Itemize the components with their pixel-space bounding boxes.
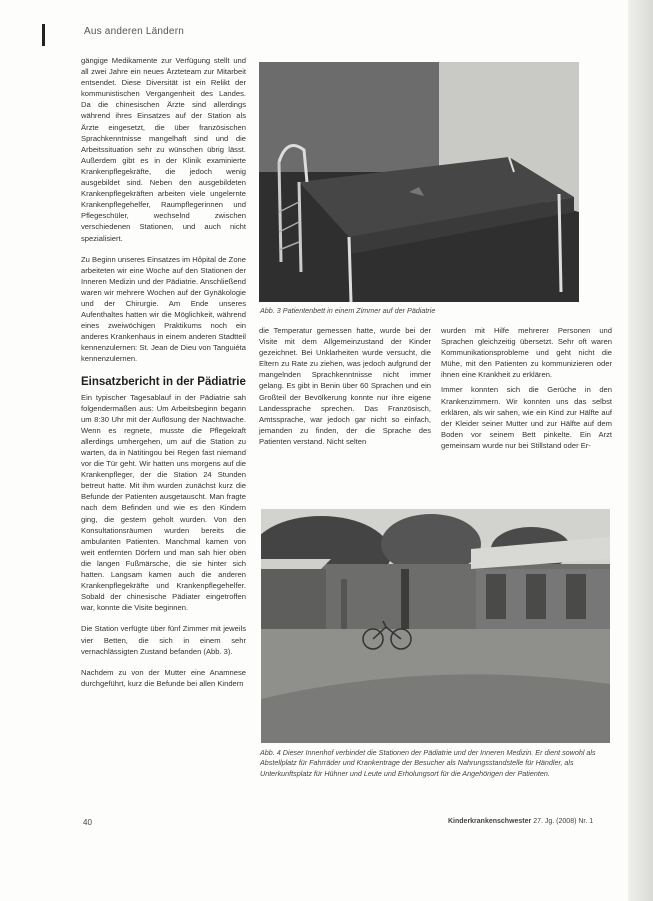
page-edge-shadow xyxy=(628,0,653,901)
left-paragraph-1: gängige Medikamente zur Verfügung stellt und all zwei Jahre ein neues Ärzteteam zur Mitarbeit entsendet. Diese Diversität ist ein Relikt der kommunistischen Vergangenheit des Landes. Da die chinesischen Ärzte sind allerdings während ihres Einsatzes auf der Station als Ärzte eingesetzt, die über französischen Sprachkenntnisse mangelhaft sind und die Arbeitssituation sehr zu wünschen übrig lässt. Außerdem gibt es in der Klinik examinierte Krankenpflegekräfte, die jedoch wenig ausgebildet sind. Neben den ausgebildeten Krankenpflegekräften arbeiten viele ungelernte Krankenpflegehelfer, Raumpflegerinnen und Pflegeschüler, wechselnd zwischen verschiedenen Stationen, und auch nicht spezialisiert. xyxy=(81,56,246,243)
left-column xyxy=(81,55,246,699)
page-number: 40 xyxy=(83,818,92,827)
photo-hospital-bed xyxy=(259,62,579,302)
left-paragraph-5: Nachdem zu von der Mutter eine Anamnese durchgeführt, kurz die Befunde bei allen Kindern xyxy=(81,667,246,688)
journal-name: Kinderkrankenschwester xyxy=(448,818,532,825)
middle-column xyxy=(259,325,431,451)
figure-1-caption: Abb. 3 Patientenbett in einem Zimmer auf der Pädiatrie xyxy=(260,306,436,315)
journal-footer xyxy=(448,818,593,825)
left-paragraph-3: Ein typischer Tagesablauf in der Pädiatrie sah folgendermaßen aus: Um Arbeitsbeginn begann um 8:30 Uhr mit der Auflösung der Nachtwache. Wenn es regnete, musste die Pflegekraft allerdings umhergehen, um auf die Station zu warten, da in Natitingou bei Regen fast niemand vor die Tür geht. Wir hatten uns morgens auf die Krankenpfleger, der die Station 24 Stunden betreut hatte. Mit ihm wurden zunächst kurz die Befunde der Patienten ausgetauscht. Man fragte nach dem Befinden und wie es den Kindern ging, die gestern geholt wurden. Von den Konsultationsräumen wurden bereits die ambulanten Patienten. Manchmal kamen von weit entfernten Dörfern und man sah hier oben die langen Fußmärsche, die sie hinter sich hatten. Langsam kamen auch die anderen Krankenpflegekräfte und Krankenpflegehelfer. Sobald der chinesische Pädiater eingetroffen war, konnte die Visite beginnen. xyxy=(81,392,246,613)
section-marker-bar xyxy=(42,24,45,46)
section-heading: Einsatzbericht in der Pädiatrie xyxy=(81,375,246,388)
bed-photo-illustration xyxy=(259,62,579,302)
right-paragraph-2: Immer konnten sich die Gerüche in den Krankenzimmern. Wir konnten uns das selbst erklären, als wir sahen, wie ein Kind zur Hälfte auf der Kleider seiner Mutter und zur Hälfte auf dem Boden vor seinem Bett pinkelte. Ein Arzt gemeinsam wurde nur bei Stillstand oder Er- xyxy=(441,385,612,450)
middle-paragraph: die Temperatur gemessen hatte, wurde bei der Visite mit dem Allgemeinzustand der Kinder gezeichnet. Bei Unklarheiten wurde versucht, die Eltern zu Rate zu ziehen, was jedoch aufgrund der mangelnden Sprachkenntnisse nicht immer gelang. Es gibt in Benin über 60 Sprachen und ein Großteil der Bevölkerung konnte nur ihre eigene Landessprache sprechen. Das Französisch, Amtssprache, war jedoch gar nicht so einfach, jemanden zu finden, der die Sprache des Patienten verstand. Nicht selten xyxy=(259,326,431,446)
section-label: Aus anderen Ländern xyxy=(84,26,184,37)
left-paragraph-2: Zu Beginn unseres Einsatzes im Hôpital de Zone arbeiteten wir eine Woche auf den Stationen der Inneren Medizin und der Pädiatrie. Anschließend waren wir mehrere Wochen auf der Gynäkologie und der Chirurgie. Am Ende unseres Aufenthaltes hatten wir die Möglichkeit, während eines zweiwöchigen Praktikums noch ein anderes Krankenhaus in einem anderen Stadtteil kennenzulernen: St. Jean de Dieu von Tanguiéta kennenzulernen. xyxy=(81,254,246,364)
right-column xyxy=(441,325,612,455)
right-paragraph-1: wurden mit Hilfe mehrerer Personen und Sprachen gleichzeitig übersetzt. Sehr oft waren Kommunikationsprobleme und geht nicht die Mühe, mit den Patienten zu kommunizieren oder ihnen eine Krankheit zu erklären. xyxy=(441,326,612,380)
courtyard-photo-illustration xyxy=(261,509,610,743)
photo-courtyard xyxy=(261,509,610,743)
figure-2-caption: Abb. 4 Dieser Innenhof verbindet die Stationen der Pädiatrie und der Inneren Medizin. Er dient sowohl als Abstellplatz für Fahrräder und Krankentrage der Besucher als Nahrungsstandstelle für Händler, als Unterkunftsplatz für Hühner und Leute und Erholungsort für die Angehörigen der Patienten. xyxy=(260,748,596,778)
journal-issue: 27. Jg. (2008) Nr. 1 xyxy=(533,818,594,825)
left-paragraph-4: Die Station verfügte über fünf Zimmer mit jeweils vier Betten, die sich in einem sehr vernachlässigten Zustand befanden (Abb. 3). xyxy=(81,624,246,656)
